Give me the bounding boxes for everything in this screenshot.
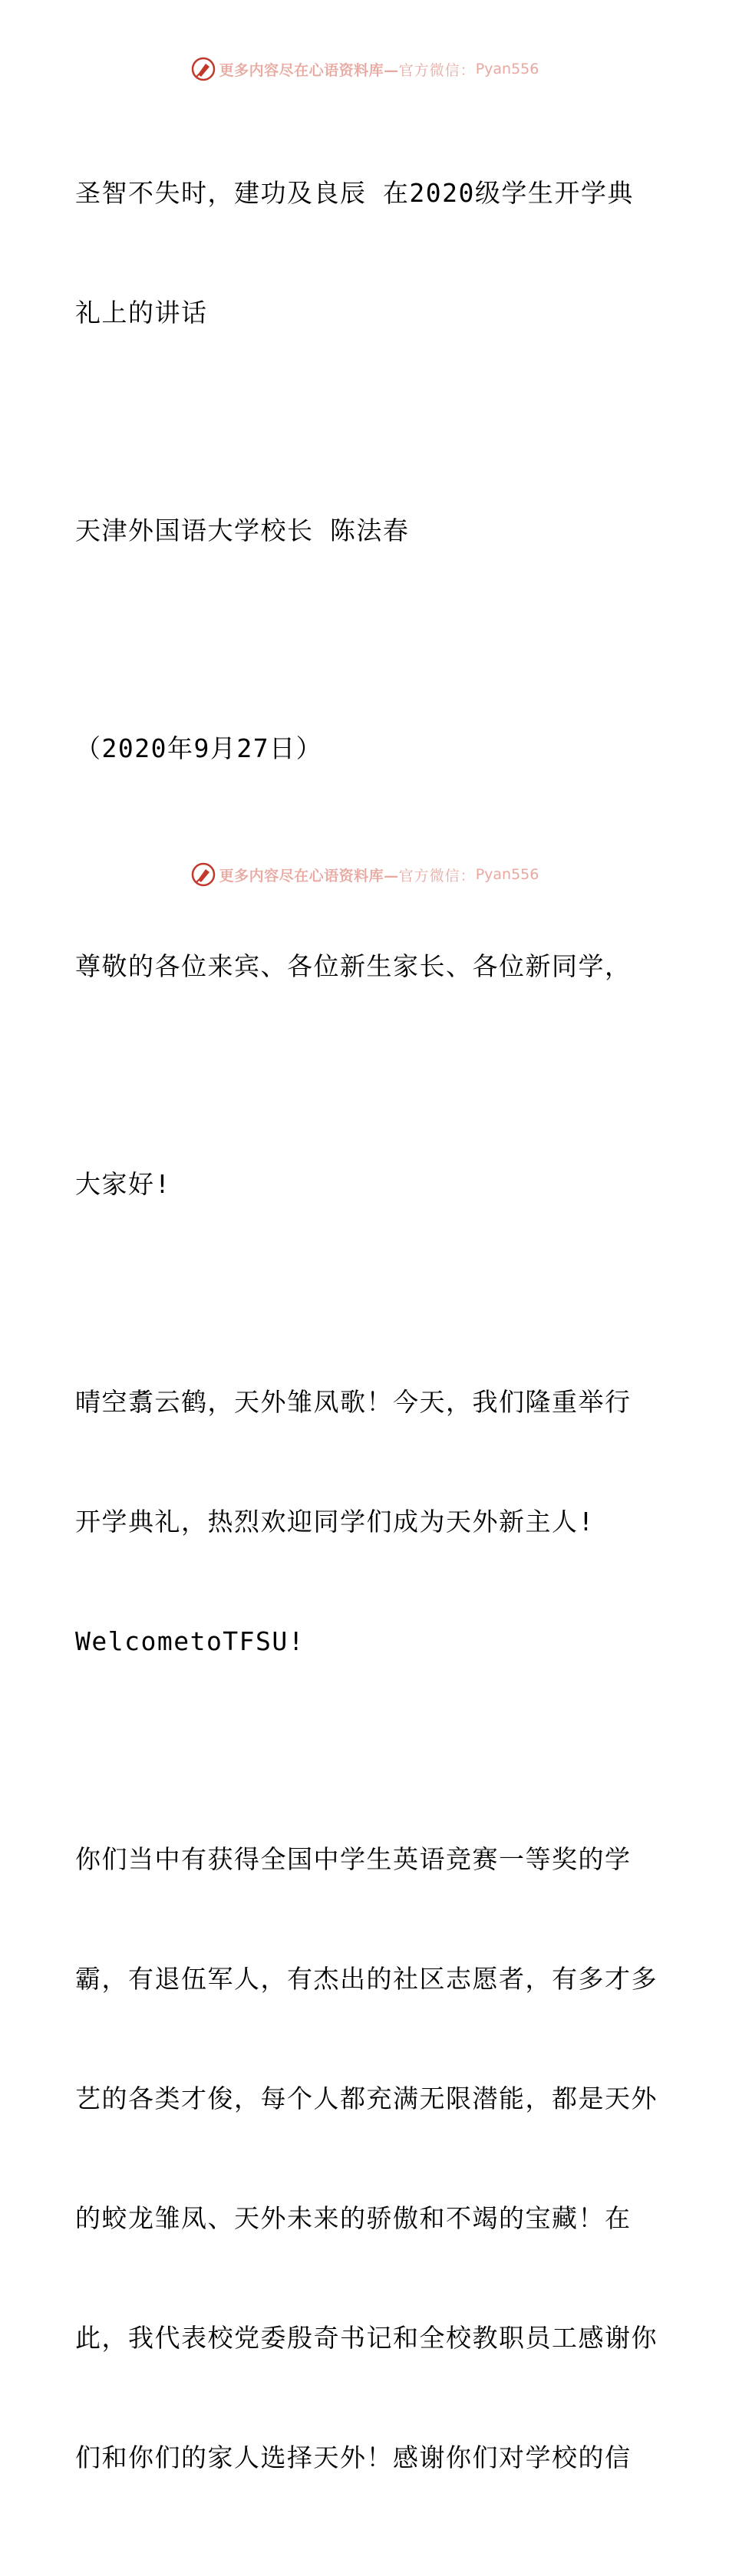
banner-wechat-id: Pyan556 [475,866,539,883]
document-body [75,94,658,2576]
paragraph-1 [75,1303,658,1741]
banner-wechat-id: Pyan556 [475,61,539,77]
paragraph-line: 们和你们的家人选择天外！感谢你们对学校的信 [75,2443,632,2472]
hello-text: 大家好! [75,1169,171,1199]
banner-wechat-label: 官方微信： [398,61,476,79]
paragraph-line: 艺的各类才俊，每个人都充满无限潜能，都是天外 [75,2084,658,2113]
paragraph-2 [75,1760,658,2558]
banner-wechat-label: 官方微信： [398,867,476,884]
paragraph-line: 晴空翥云鹤，天外雏凤歌！今天，我们隆重举行 [75,1387,632,1417]
banner-slogan: 更多内容尽在心语资料库— [219,61,399,79]
header-banner [0,54,729,84]
paragraph-line: WelcometoTFSU! [75,1626,305,1656]
pen-nib-logo-icon [190,56,216,82]
paragraph-line: 此，我代表校党委殷奇书记和全校教职员工感谢你 [75,2323,658,2353]
banner-slogan: 更多内容尽在心语资料库— [219,867,399,884]
pen-nib-logo-icon [190,861,216,888]
date-text: （2020年9月27日） [75,733,323,763]
hello-paragraph [75,1085,658,1284]
paragraph-line: 开学典礼，热烈欢迎同学们成为天外新主人! [75,1507,595,1537]
title-line: 圣智不失时，建功及良辰 在2020级学生开学典 [75,178,634,208]
date-line [75,649,658,848]
paragraph-line: 霸，有退伍军人，有杰出的社区志愿者，有多才多 [75,1964,658,1994]
greeting-text: 尊敬的各位来宾、各位新生家长、各位新同学， [75,951,632,981]
title-line: 礼上的讲话 [75,298,208,328]
greeting-paragraph [75,867,658,1066]
author-text: 天津外国语大学校长 陈法春 [75,516,410,545]
author-line [75,431,658,631]
footer-banner [0,859,729,890]
paragraph-line: 你们当中有获得全国中学生英语竞赛一等奖的学 [75,1844,632,1874]
document-title [75,94,658,413]
paragraph-line: 的蛟龙雏凤、天外未来的骄傲和不竭的宝藏！在 [75,2203,632,2233]
